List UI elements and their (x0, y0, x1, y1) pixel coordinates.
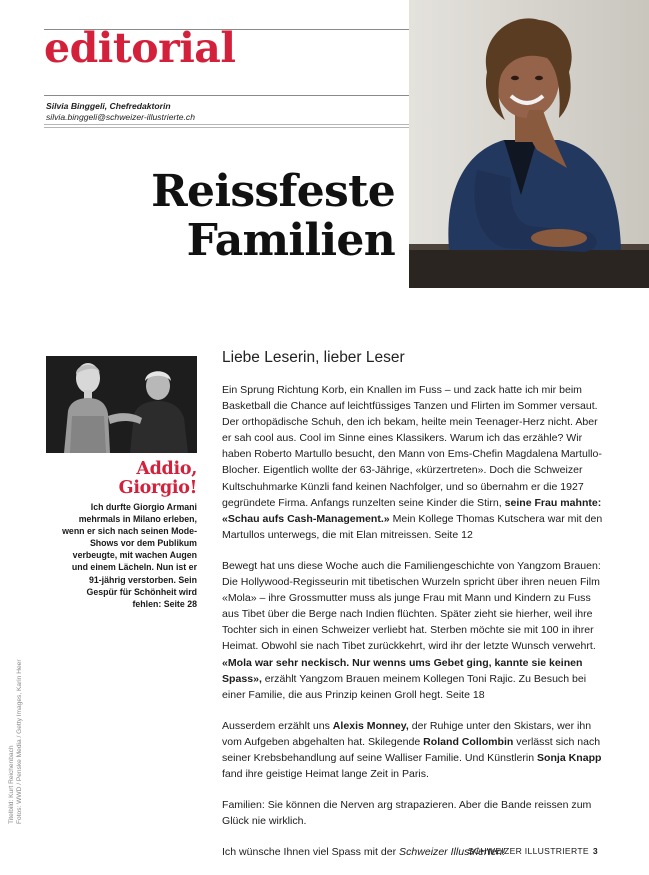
sidebar-title-line-2: Giorgio! (118, 478, 197, 498)
headline (151, 167, 395, 265)
footer-magazine: SCHWEIZER ILLUSTRIERTE (467, 846, 589, 856)
p2-quote-bold: «Mola war sehr neckisch. Nur wenns ums Gebet ging, kannte sie keinen Spass», (222, 656, 583, 685)
sidebar-title (119, 460, 197, 498)
p5-text-a: Ich wünsche Ihnen viel Spass mit der (222, 846, 400, 859)
p3-text-g: fand ihre geistige Heimat lange Zeit in Paris. (222, 768, 429, 781)
headline-line-1: Reissfeste (151, 166, 395, 217)
sidebar-text: Ich durfte Giorgio Armani mehrmals in Milano erleben, wenn er sich nach seinen Mode-Shows vor dem Publikum verbeugte, mit wachen Augen und einem Lächeln. Nun ist er 91-jährig verstorben. Sein Gespür für Schönheit wird fehlen: Seite 28 (62, 502, 197, 609)
p3-name-knapp: Sonja Knapp (537, 751, 602, 764)
photo-credits (8, 659, 23, 824)
section-kicker: editorial (44, 24, 236, 72)
editorial-body (222, 382, 604, 875)
author-rule-bottom-2 (44, 127, 409, 128)
body-paragraph-1 (222, 382, 604, 543)
armani-inset-photo (46, 356, 197, 453)
p3-text-e: verlässt sich nach seiner Krebsbehandlung auf seine Walliser Familie. Und Künstlerin (222, 735, 601, 764)
body-paragraph-2 (222, 558, 604, 703)
page-footer (468, 846, 598, 856)
p2-text-a: Bewegt hat uns diese Woche auch die Familiengeschichte von Yangzom Brauen: Die Hollywood-Regisseurin mit tibetischen Wurzeln spricht über ihren neuen Film «Mola» – ihre Grossmutter muss als junge Frau mit Mann und Kindern zu Fuss aus Tibet über die Berge nach Indien flüchten. Später zieht sie hierher, weil ihre Tochter sich in einen Schweizer verliebt hat. Sterben möchte sie mit 100 in ihrer Heimat. Obwohl sie nach Tibet zurückkehrt, wird ihr der letzte Wunsch verwehrt. (222, 559, 601, 653)
p2-text-c: erzählt Yangzom Brauen meinem Kollegen Toni Rajic. Zu Besuch bei einer Familie, die aus Prinzip keinen Groll hegt. Seite 18 (222, 672, 587, 701)
salutation: Liebe Leserin, lieber Leser (222, 349, 405, 366)
headline-line-2: Familien (186, 215, 395, 266)
author-rule-bottom (44, 124, 409, 125)
page-number: 3 (592, 846, 598, 856)
author-byline (46, 101, 195, 123)
p3-text-a: Ausserdem erzählt uns (222, 719, 333, 732)
author-email[interactable]: silvia.binggeli@schweizer-illustrierte.ch (46, 112, 195, 122)
p3-text-c: der Ruhige unter den Skistars, wer ihn vom Aufgeben abgehalten hat. Skilegende (222, 719, 592, 748)
body-paragraph-3 (222, 718, 604, 782)
author-name: Silvia Binggeli, Chefredaktorin (46, 101, 171, 111)
p1-text-c: Mein Kollege Thomas Kutschera war mit den Martullos unterwegs, die mit Elan mitreissen. Seite 12 (222, 512, 603, 541)
p3-name-monney: Alexis Monney, (332, 719, 409, 732)
author-portrait-photo (409, 0, 649, 288)
credit-line-1: Titelbild: Kurt Reichenbach (8, 745, 15, 824)
author-rule-top (44, 95, 409, 96)
p1-text-a: Ein Sprung Richtung Korb, ein Knallen im Fuss – und zack hatte ich mir beim Basketball die Chance auf leichtfüssiges Tanzen und Flirten im Sommer versaut. Der orthopädische Schuh, den ich bekam, heilte mein Teenager-Herz nicht. Aber er sah cool aus. Cool im Sinne eines Klassikers. Warum ich das erzähle? Wir haben Roberto Martullo besucht, den Mann von Ems-Chefin Magdalena Martullo-Blocher. Eigentlich wollte der 63-Jährige, «kürzertreten». Doch die Schweizer Kultschuhmarke Künzli fand keinen Nachfolger, und so übernahm er die 1927 gegründete Firma. Anfangs runzelten seine Kinder die Stirn, (222, 384, 602, 509)
credit-line-2: Fotos: WWD / Penske Media / Getty Images, Karin Heer (15, 659, 23, 824)
p1-quote-bold: seine Frau mahnte: «Schau aufs Cash-Management.» (222, 496, 602, 525)
p3-name-collombin: Roland Collombin (423, 735, 514, 748)
p5-magazine-name: Schweizer Illustrierten! (399, 846, 506, 859)
body-paragraph-4: Familien: Sie können die Nerven arg strapazieren. Aber die Bande reissen zum Glück nie wirklich. (222, 799, 592, 828)
sidebar-title-line-1: Addio, (136, 459, 197, 479)
